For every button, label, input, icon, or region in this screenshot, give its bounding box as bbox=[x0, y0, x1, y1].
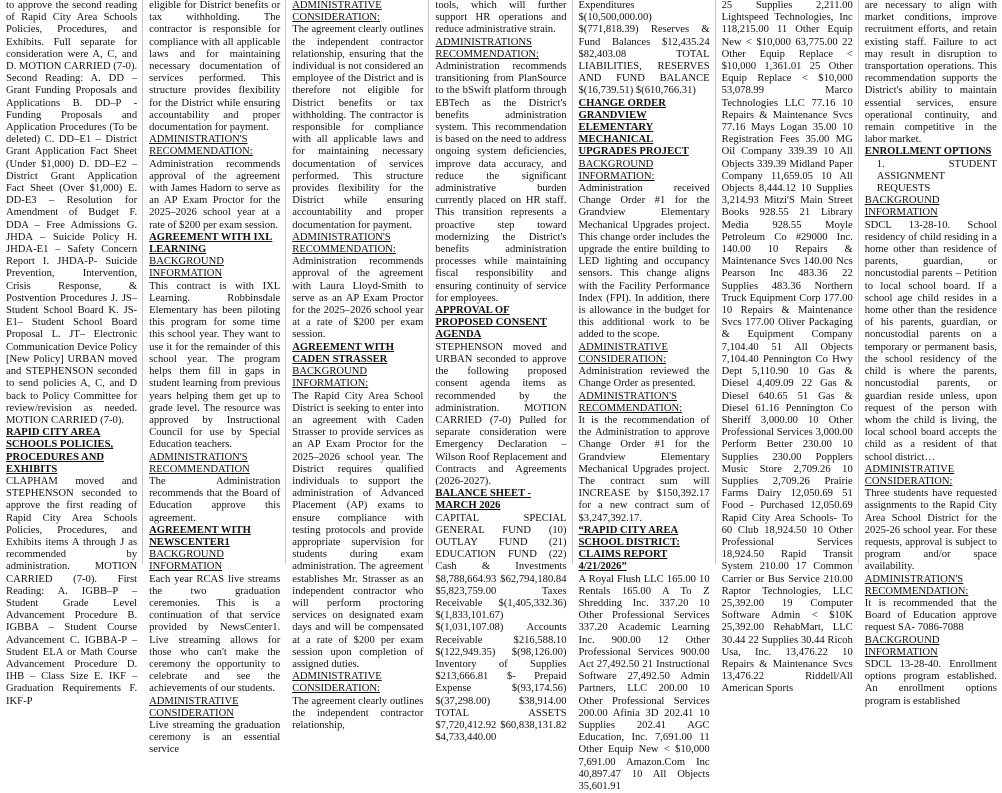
body-paragraph: STEPHENSON moved and URBAN seconded to approve the following proposed consent agenda items as recommended by the administration. MOTION CARRIED (7-0) Pulled for separate consideration were Emergency Declaration – Wilson Roof Replacement and Contracts and Agreements (2026-2027). bbox=[435, 341, 567, 487]
body-paragraph: Three students have requested assignments to the Rapid City Area School District for the 2025-26 school year. For these requests, approval is subject to program and/or space availability. bbox=[864, 488, 997, 573]
column-4 bbox=[429, 0, 572, 744]
section-heading: CHANGE ORDER bbox=[578, 97, 666, 109]
body-paragraph: It is the recommendation of the Administration to approve Change Order #1 for the Grandview Elementary Mechanical Upgrades project. The contract sum will INCREASE by $150,392.17 for a new contract sum of $3,247,392.17. bbox=[578, 414, 710, 524]
subheading: BACKGROUND INFORMATION bbox=[149, 549, 224, 573]
section-heading: ENROLLMENT OPTIONS bbox=[864, 146, 992, 158]
body-paragraph: Administration recommends transitioning from PlanSource to the bSwift platform through EBTech as the District's benefits administration system. This recommendation is based on the need to address ongoing system deficiencies, improve data accuracy, and reduce the significant administrative burden currently placed on HR staff. This transition represents a proactive step toward modernizing the District's benefits administration processes while maintaining fiscal responsibility and ensuring continuity of service for employees. bbox=[435, 61, 567, 304]
body-paragraph: The agreement clearly outlines the independent contractor relationship, bbox=[292, 695, 424, 731]
subheading: ADMINISTRATIVE CONSIDERATION: bbox=[292, 0, 382, 24]
subheading: ADMINISTRATIVE CONSIDERATION: bbox=[292, 671, 382, 695]
subheading: BACKGROUND INFORMATION: bbox=[292, 366, 369, 390]
body-paragraph: to approve the second reading of Rapid City Area Schools Policies, Procedures, and Exhibits. Full separate for consideration were A, C, and D. MOTION CARRIED (7-0). Second Reading: A. DD – Grant Funding Proposals and Applications B. DD–P - Funding Proposals and Application Procedures (To be deleted) C. DD–E1 – District Grant Application Fact Sheet (Under $1,000) D. DD–E2 – District Grant Application Fact Sheet (Over $1,000) E. DD-E3 – Resolution for Amendment of Budget F. DDA – Free Admissions G. JHDA – Suicide Policy H. JHDA-E1 – Safety Concern Report I. JHDA-P- Suicide Prevention, Intervention, Crisis Response, & Postvention Procedures J. JS– Student School Board K. JS-E1– Student School Board Proposal L. JT– Electronic Communication Device Policy [New Policy] URBAN moved and STEPHENSON seconded to send policies A, C, and D back to Policy Committee for review/revision as needed. MOTION CARRIED (7-0). bbox=[6, 0, 138, 426]
body-paragraph: are necessary to align with market conditions, improve recruitment efforts, and retain existing staff. Failure to act may result in disruption to transportation operations. This recommendation supports the District's ability to maintain essential services, ensure operational continuity, and remain competitive in the labor market. bbox=[864, 0, 997, 146]
body-paragraph: A Royal Flush LLC 165.00 10 Rentals 165.00 A To Z Shredding Inc. 337.20 10 Other Professional Services 337.20 Academic Learning Inc. 900.00 12 Other Professional Services 900.00 Act 27,492.50 21 Instructional Software 27,492.50 Admin Partners, LLC 200.00 10 Other Professional Services 200.00 Afinia 3D 202.41 10 Supplies 202.41 AGC Education, Inc. 7,691.00 11 Other Equip New < $10,000 7,691.00 Amazon.Com Inc 40,897.47 10 All Objects 35,601.91 bbox=[578, 573, 710, 792]
section-heading: “RAPID CITY AREA SCHOOL DISTRICT: CLAIMS REPORT 4/21/2026” bbox=[578, 524, 680, 573]
subheading: ADMINISTRATIVE CONSIDERATION bbox=[149, 695, 239, 719]
section-heading: APPROVAL OF PROPOSED CONSENT AGENDA bbox=[435, 305, 547, 341]
body-paragraph: 25 Supplies 2,211.00 Lightspeed Technologies, Inc 118,215.00 11 Other Equip New < $10,000 63,775.00 22 Other Equip Replace < $10,000 1,361.01 25 Other Equip Replace < $10,000 53,078.99 Marco Technologies LLC 77.16 10 Repairs & Maintenance Svcs 77.16 Mays Logan 35.00 10 Registration Fees 35.00 MG Oil Company 339.39 10 All Objects 339.39 Midland Paper Company 11,659.05 10 All Objects 8,444.12 10 Supplies 3,214.93 Mitzi'S Main Street Books 928.55 21 Library Media 928.55 Moyle Petroleum Co #29000 Inc. 140.00 10 Repairs & Maintenance Svcs 140.00 Ncs Pearson Inc 483.36 22 Supplies 483.36 Northern Truck Equipment Corp 177.00 10 Repairs & Maintenance Svcs 177.00 Oliver Packaging & Equipment Company 7,104.40 51 All Objects 7,104.40 Pennington Co Hwy Dept 5,110.90 10 Gas & Diesel 4,409.09 22 Gas & Diesel 640.65 51 Gas & Diesel 61.16 Pennington Co Sheriff 3,000.00 10 Other Professional Services 3,000.00 Perform Better 230.00 10 Supplies 230.00 Popplers Music Store 2,709.26 10 Supplies 2,709.26 Prairie Farms Dairy 12,050.69 51 Food - Purchased 12,050.69 Rapid City Area Schools- To 60 Club 18,924.50 10 Other Professional Services 18,924.50 Rapid Transit System 210.00 17 Common Carrier or Bus Service 210.00 Raptor Technologies, LLC 25,392.00 19 Computer Software Admin < $10K 25,392.00 RehabMart, LLC 30.44 22 Supplies 30.44 Ricoh Usa, Inc. 13,476.22 10 Repairs & Maintenance Svcs 13,476.22 Riddell/All American Sports bbox=[721, 0, 853, 695]
subheading: ADMINISTRATION'S RECOMMENDATION: bbox=[149, 134, 253, 158]
column-3 bbox=[286, 0, 429, 731]
body-paragraph: The Rapid City Area School District is seeking to enter into an agreement with Caden Strasser to provide services as an AP Exam Proctor for the 2025–2026 school year. The District requires qualified individuals to support the administration of Advanced Placement (AP) exams to ensure compliance with testing protocols and provide appropriate supervision for students during exam administration. The agreement establishes Mr. Strasser as an independent contractor who will perform proctoring services on designated exam days and will be compensated at a rate of $200 per exam session upon completion of assigned duties. bbox=[292, 390, 424, 670]
body-paragraph: Expenditures $(10,500,000.00) $(771,818.39) Reserves & Fund Balances $12,435.24 $82,403.08 TOTAL LIABILITIES, RESERVES AND FUND BALANCE $(16,739.51) $(610,766.31) bbox=[578, 0, 710, 97]
subheading: ADMINISTRATION'S RECOMMENDATION bbox=[149, 451, 250, 475]
body-paragraph: eligible for District benefits or tax withholding. The contractor is responsible for compliance with all applicable laws and for maintaining necessary documentation of services performed. This structure provides flexibility for the District while ensuring accountability and proper documentation for payment. bbox=[149, 0, 281, 134]
subheading: ADMINISTRATION'S RECOMMENDATION: bbox=[292, 231, 396, 256]
body-paragraph: The agreement clearly outlines the independent contractor relationship, ensuring that the individual is not considered an employee of the District and is therefore not eligible for District benefits or tax withholding. The contractor is responsible for compliance with all applicable laws and for maintaining necessary documentation of services performed. This structure provides flexibility for the District while ensuring accountability and proper documentation for payment. bbox=[292, 24, 424, 231]
body-paragraph: Administration recommends approval of the agreement with James Hadorn to serve as an AP Exam Proctor for the 2025–2026 school year at a rate of $200 per exam session. bbox=[149, 158, 281, 231]
subheading: BACKGROUND INFORMATION bbox=[864, 195, 940, 219]
section-heading: GRANDVIEW ELEMENTARY MECHANICAL UPGRADES PROJECT bbox=[578, 109, 689, 158]
subheading: BACKGROUND INFORMATION bbox=[864, 634, 940, 658]
subheading: ADMINISTRATIONS RECOMMENDATION: bbox=[435, 36, 539, 60]
column-1 bbox=[0, 0, 143, 707]
column-2 bbox=[143, 0, 286, 756]
body-paragraph: The Administration recommends that the Board of Education approve this agreement. bbox=[149, 475, 281, 524]
numbered-item: 1. STUDENT ASSIGNMENT REQUESTS bbox=[876, 158, 997, 195]
body-paragraph: CLAPHAM moved and STEPHENSON seconded to approve the first reading of Rapid City Area Schools Policies, Procedures, and Exhibits items A through J as recommended by administration. MOTION CARRIED (7-0). First Reading: A. IGBB–P – Student Grade Level Advancement Procedure B. IGBBA – Student Course Advancement C. IGBBA-P – Student ELA or Math Course Advancement Procedure D. IHB – Class Size E. IKF – Graduation Requirements F. IKF-P bbox=[6, 475, 138, 707]
body-paragraph: It is recommended that the Board of Education approve request SA- 7086-7088 bbox=[864, 597, 997, 634]
body-paragraph: Each year RCAS live streams the two graduation ceremonies. This is a continuation of that service provided by NewsCenter1. Live streaming allows for those who can't make the ceremony the opportunity to celebrate and see the achievements of our students. bbox=[149, 573, 281, 695]
body-paragraph: SDCL 13-28-40. Enrollment options program established. An enrollment options program is established bbox=[864, 658, 997, 707]
subheading: ADMINISTRATION'S RECOMMENDATION: bbox=[864, 573, 969, 597]
body-paragraph: Administration reviewed the Change Order as presented. bbox=[578, 366, 710, 390]
section-heading: AGREEMENT WITH IXL LEARNING bbox=[149, 231, 273, 256]
body-paragraph: This contract is with IXL Learning. Robbinsdale Elementary has been piloting this program for some time this school year. They want to use it for the remainder of this school year. The program helps them fill in gaps in student learning from previous years helping them get up to grade level. The resource was approved by Instructional Council for use by Special Education teachers. bbox=[149, 280, 281, 451]
subheading: ADMINISTRATIVE CONSIDERATION: bbox=[578, 341, 668, 365]
section-heading: AGREEMENT WITH NEWSCENTER1 bbox=[149, 524, 251, 548]
section-heading: AGREEMENT WITH CADEN STRASSER bbox=[292, 341, 394, 365]
body-paragraph: Administration received Change Order #1 for the Grandview Elementary Mechanical Upgrades project. This change order includes the upgrade the entire building to LED lighting and occupancy sensors. This change aligns with the Facility Performance Index (FPI). In addition, there is allowance in the budget for this additional work to be added to the scope. bbox=[578, 183, 710, 341]
subheading: BACKGROUND INFORMATION bbox=[149, 256, 224, 280]
section-heading: RAPID CITY AREA SCHOOLS POLICIES, PROCEDURES AND EXHIBITS bbox=[6, 427, 114, 475]
body-paragraph: SDCL 13-28-10. School residency of child residing in a home other than residence of parents, guardian, or noncustodial parents – Petition to local school board. If a school age child resides in a home other than the residence of his parents, guardian, or noncustodial parents on a temporary or permanent basis, the school residency of the child is where the parents, noncustodial parents, or guardian reside unless, upon request of the person with whom the child is living, the local school board accepts the child as a resident of that school district… bbox=[864, 219, 997, 463]
body-paragraph: tools, which will further support HR operations and reduce administrative strain. bbox=[435, 0, 567, 36]
subheading: ADMINISTRATION'S RECOMMENDATION: bbox=[578, 390, 683, 414]
section-heading: BALANCE SHEET - MARCH 2026 bbox=[435, 488, 532, 512]
column-5 bbox=[573, 0, 716, 792]
body-paragraph: Live streaming the graduation ceremony is an essential service bbox=[149, 719, 281, 756]
body-paragraph: Administration recommends approval of the agreement with Laura Lloyd-Smith to serve as an AP Exam Proctor for the 2025–2026 school year at a rate of $200 per exam session. bbox=[292, 256, 424, 341]
column-6 bbox=[716, 0, 859, 695]
body-paragraph: CAPITAL SPECIAL GENERAL FUND (10) OUTLAY FUND (21) EDUCATION FUND (22) Cash & Investments $8,788,664.93 $62,794,180.84 $5,823,759.00 Taxes Receivable $(1,405,332.36) $(1,833,101.67) $(1,031,107.08) Accounts Receivable $216,588.10 $(122,949.35) $(98,126.00) Inventory of Supplies $213,666.81 $- Prepaid Expense $(93,174.56) $(37,298.00) $38,914.00 TOTAL ASSETS $7,720,412.92 $60,838,131.82 $4,733,440.00 bbox=[435, 512, 567, 744]
subheading: BACKGROUND INFORMATION: bbox=[578, 158, 655, 182]
subheading: ADMINISTRATIVE CONSIDERATION: bbox=[864, 463, 955, 487]
column-7 bbox=[859, 0, 1002, 707]
